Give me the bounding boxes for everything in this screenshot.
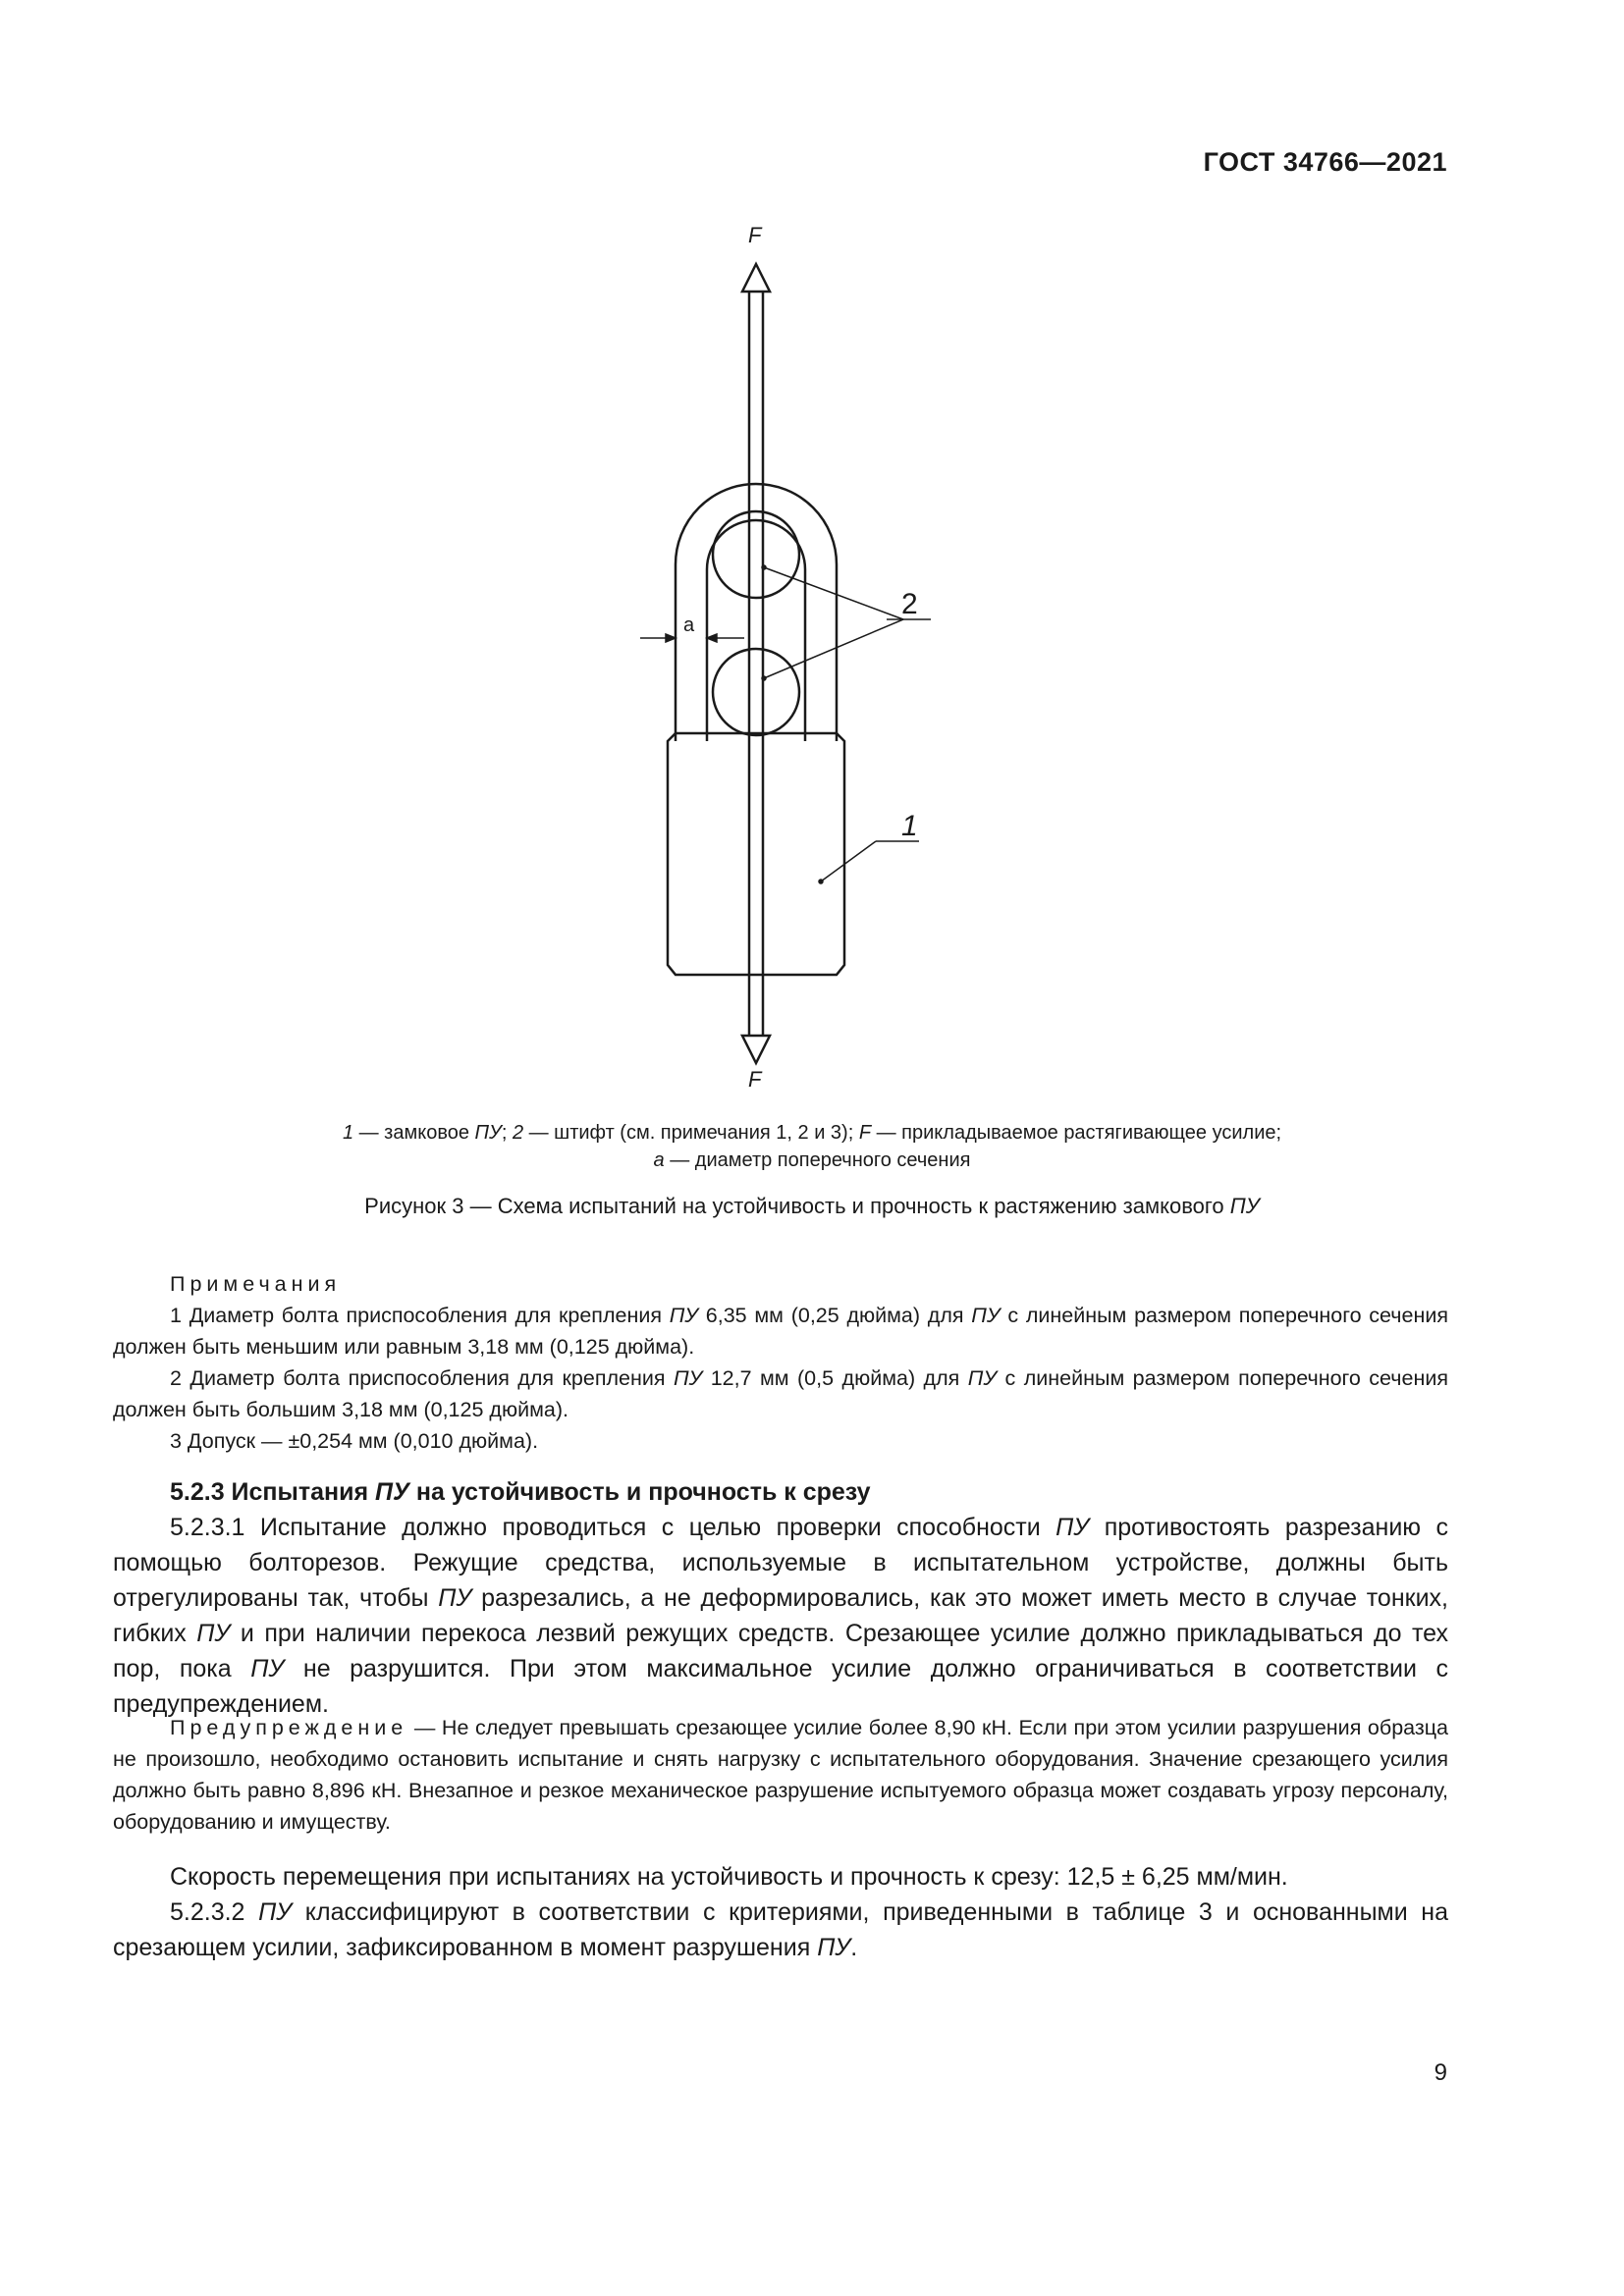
para-abbr: ПУ (1056, 1514, 1090, 1541)
note-abbr: ПУ (669, 1304, 699, 1327)
heading-abbr: ПУ (375, 1478, 409, 1506)
legend-key: F (858, 1122, 872, 1144)
note-abbr: ПУ (971, 1304, 1001, 1327)
shackle-outer (676, 484, 837, 741)
note-2 (113, 1362, 1448, 1425)
note-abbr: ПУ (967, 1366, 998, 1390)
label-dimension-a: a (683, 614, 695, 636)
para-text: 5.2.3.2 (170, 1898, 259, 1926)
para-abbr: ПУ (817, 1934, 851, 1961)
label-force-top: F (748, 223, 762, 247)
para-text: и при наличии перекоса лезвий режущих средств. Срезающее усилие должно прикладываться до тех пор, пока (113, 1620, 1448, 1682)
callout-1: 1 (901, 810, 918, 842)
section-continuation (113, 1859, 1448, 1965)
heading-text: 5.2.3 Испытания (170, 1478, 376, 1506)
para-abbr: ПУ (250, 1655, 285, 1682)
legend-key: a (653, 1149, 665, 1171)
para-text: разрезались, а не деформировались, как это может иметь место в случае тонких, гибких (113, 1584, 1448, 1647)
legend-line-2 (0, 1147, 1624, 1174)
paragraph-5-2-3-2 (113, 1895, 1448, 1965)
section-5-2-3 (113, 1474, 1448, 1722)
pin-upper (713, 511, 799, 598)
shackle-inner (707, 520, 805, 741)
legend-key: 1 (342, 1122, 354, 1144)
notes-block (113, 1268, 1448, 1457)
label-force-bottom: F (748, 1067, 762, 1092)
section-heading (113, 1474, 1448, 1510)
legend-text: — диаметр поперечного сечения (664, 1149, 971, 1171)
para-abbr: ПУ (258, 1898, 293, 1926)
figure-legend (0, 1119, 1624, 1174)
warning-text: — Не следует превышать срезающее усилие более 8,90 кН. Если при этом усилии разрушения образца не произошло, необходимо остановить испытание и снять нагрузку с испытательного оборудования. Значение срезающего усилия должно быть равно 8,896 кН. Внезапное и резкое механическое разрушение испытуемого образца может создавать угрозу персоналу, оборудованию и имуществу. (113, 1716, 1448, 1834)
para-text: противостоять разрезанию с помощью болторезов. Режущие средства, используемые в испытательном устройстве, должны быть отрегулированы так, чтобы (113, 1514, 1448, 1612)
note-text: 2 Диаметр болта приспособления для крепления (170, 1366, 674, 1390)
heading-text: на устойчивость и прочность к срезу (408, 1478, 871, 1506)
para-abbr: ПУ (196, 1620, 231, 1647)
arrow-top (742, 264, 770, 292)
figure-title-abbr: ПУ (1229, 1194, 1260, 1218)
para-text: не разрушится. При этом максимальное усилие должно ограничиваться в соответствии с предупреждением. (113, 1655, 1449, 1718)
note-text: 12,7 мм (0,5 дюйма) для (702, 1366, 968, 1390)
figure-lock-tension-diagram (589, 221, 982, 1095)
figure-title (0, 1193, 1624, 1220)
page-number: 9 (1434, 2059, 1447, 2086)
pin-lower (713, 649, 799, 735)
note-1 (113, 1300, 1448, 1362)
para-text: . (850, 1934, 858, 1961)
note-text: 1 Диаметр болта приспособления для крепления (170, 1304, 670, 1327)
para-text: 5.2.3.1 Испытание должно проводиться с целью проверки способности (170, 1514, 1056, 1541)
legend-key: 2 (512, 1122, 524, 1144)
lock-body (668, 733, 844, 975)
legend-text: — замковое (353, 1122, 475, 1144)
document-code: ГОСТ 34766—2021 (1203, 147, 1447, 177)
notes-heading: Примечания (170, 1272, 342, 1296)
note-text: с линейным размером поперечного сечения должен быть меньшим или равным 3,18 мм (0,125 дюйма). (113, 1304, 1448, 1359)
para-text: классифицируют в соответствии с критериями, приведенными в таблице 3 и основанными на срезающем усилии, зафиксированном в момент разрушения (113, 1898, 1448, 1961)
paragraph-speed: Скорость перемещения при испытаниях на устойчивость и прочность к срезу: 12,5 ± 6,25 мм/мин. (170, 1863, 1288, 1891)
warning-label: Предупреждение (170, 1716, 408, 1739)
figure-title-text: Рисунок 3 — Схема испытаний на устойчивость и прочность к растяжению замкового (364, 1194, 1230, 1218)
note-3: 3 Допуск — ±0,254 мм (0,010 дюйма). (170, 1429, 539, 1453)
legend-abbr: ПУ (474, 1122, 502, 1144)
legend-text: — прикладываемое растягивающее усилие; (871, 1122, 1282, 1144)
legend-text: ; (501, 1122, 513, 1144)
diagram-svg (589, 221, 982, 1095)
note-text: 6,35 мм (0,25 дюйма) для (698, 1304, 972, 1327)
paragraph-5-2-3-1 (113, 1510, 1448, 1722)
legend-text: — штифт (см. примечания 1, 2 и 3); (523, 1122, 859, 1144)
arrow-bottom (742, 1036, 770, 1063)
warning-block (113, 1712, 1448, 1838)
note-text: с линейным размером поперечного сечения должен быть большим 3,18 мм (0,125 дюйма). (113, 1366, 1448, 1421)
legend-line-1 (0, 1119, 1624, 1147)
para-abbr: ПУ (438, 1584, 472, 1612)
callout-2: 2 (901, 588, 918, 620)
note-abbr: ПУ (673, 1366, 703, 1390)
